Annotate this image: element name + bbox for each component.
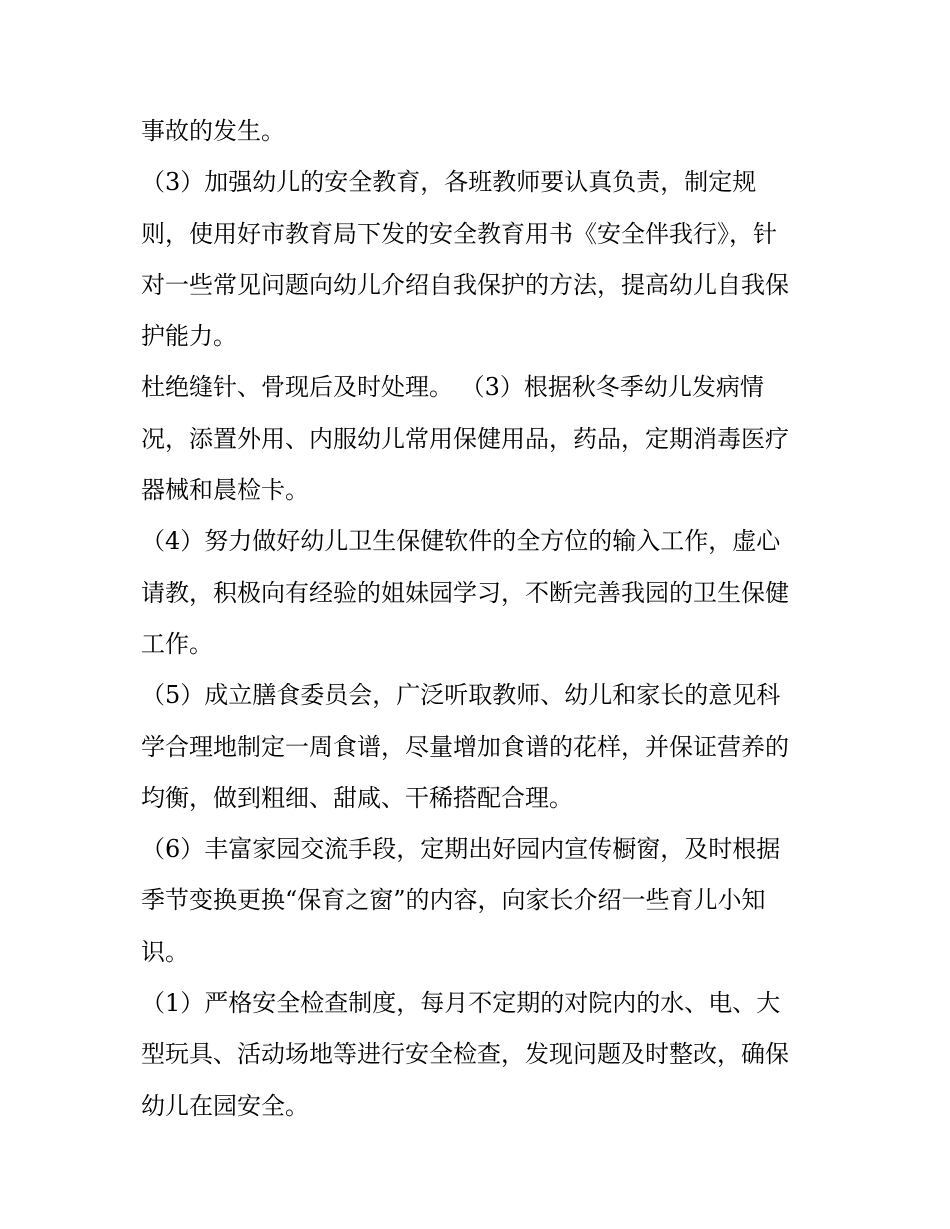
- text-line: 识。: [141, 937, 189, 966]
- text-line: 况，添置外用、内服幼儿常用保健用品，药品，定期消毒医疗: [141, 424, 789, 453]
- text-line: 型玩具、活动场地等进行安全检查，发现问题及时整改，确保: [141, 1040, 789, 1069]
- text-line: 事故的发生。: [141, 117, 285, 145]
- text-line: 护能力。: [141, 322, 237, 351]
- text-line: 对一些常见问题向幼儿介绍自我保护的方法，提高幼儿自我保: [141, 270, 789, 299]
- text-line: 则，使用好市教育局下发的安全教育用书《安全伴我行》，针: [141, 219, 777, 248]
- text-line: 器械和晨检卡。: [141, 476, 309, 505]
- body-text: [141, 106, 821, 1132]
- text-line: 均衡，做到粗细、甜咸、干稀搭配合理。: [141, 783, 573, 812]
- text-line: （4）努力做好幼儿卫生保健软件的全方位的输入工作，虚心: [141, 527, 781, 556]
- text-line: 请教，积极向有经验的姐妹园学习，不断完善我园的卫生保健: [141, 578, 789, 607]
- text-line: 工作。: [141, 629, 213, 658]
- text-line: 杜绝缝针、骨现后及时处理。 （3）根据秋冬季幼儿发病情: [141, 373, 764, 402]
- text-line: （3）加强幼儿的安全教育，各班教师要认真负责，制定规: [141, 168, 757, 197]
- text-line: 幼儿在园安全。: [141, 1091, 309, 1120]
- text-line: （6）丰富家园交流手段，定期出好园内宣传橱窗，及时根据: [141, 835, 781, 864]
- text-line: 季节变换更换“保育之窗”的内容，向家长介绍一些育儿小知: [141, 886, 766, 915]
- text-line: （1）严格安全检查制度，每月不定期的对院内的水、电、大: [141, 989, 781, 1018]
- text-line: （5）成立膳食委员会，广泛听取教师、幼儿和家长的意见科: [141, 681, 781, 710]
- text-line: 学合理地制定一周食谱，尽量增加食谱的花样，并保证营养的: [141, 732, 789, 761]
